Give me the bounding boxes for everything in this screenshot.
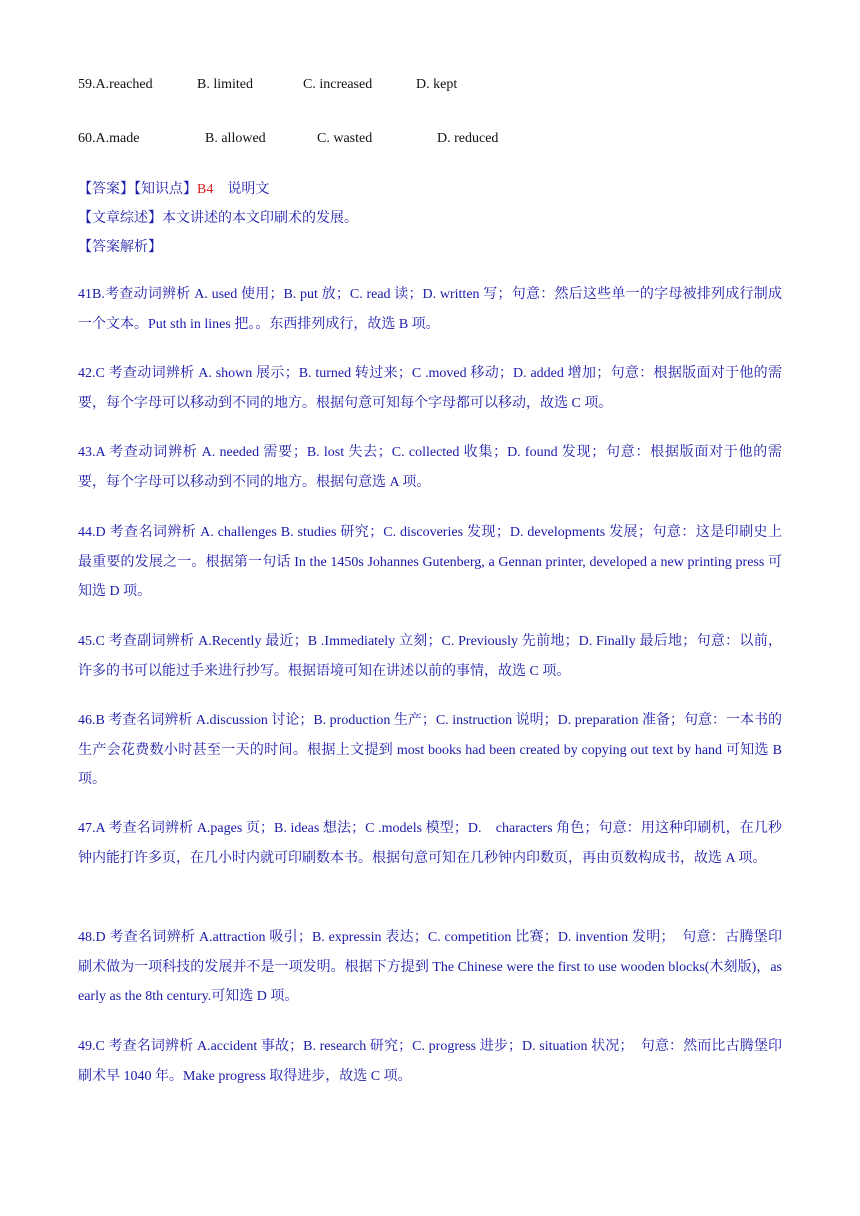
summary-text: 本文讲述的本文印刷术的发展。 [162, 211, 358, 226]
knowledge-point-tag: 【知识点】 [134, 182, 197, 197]
answer-tag: 【答案】 [78, 182, 134, 197]
explanation-41: 41B.考查动词辨析 A. used 使用；B. put 放；C. read 读；D. written 写；句意：然后这些单一的字母被排列成行制成一个文本。Put sth in lines 把。。东西排列成行，故选 B 项。 [78, 287, 782, 332]
explanation-44: 44.D 考查名词辨析 A. challenges B. studies 研究；C. discoveries 发现；D. developments 发展；句意：这是印刷史上最重要的发展之一。根据第一句话 In the 1450s Johannes Gutenberg, a Gennan printer, developed a new printing press 可知选 D 项。 [78, 525, 782, 599]
option-b: B. allowed [205, 131, 266, 146]
explanation-43: 43.A 考查动词辨析 A. needed 需要；B. lost 失去；C. collected 收集；D. found 发现；句意：根据版面对于他的需要，每个字母可以移动到不同的地方。根据句意选 A 项。 [78, 445, 782, 490]
explanation-47: 47.A 考查名词辨析 A.pages 页；B. ideas 想法；C .models 模型；D. characters 角色；句意：用这种印刷机，在几秒钟内能打许多页，在几小时内就可印刷数本书。根据句意可知在几秒钟内印数页，再由页数构成书，故选 A 项。 [78, 821, 782, 866]
knowledge-point-code: B4 [197, 182, 214, 197]
option-a: 60.A.made [78, 131, 140, 146]
explanation-49: 49.C 考查名词辨析 A.accident 事故；B. research 研究；C. progress 进步；D. situation 状况； 句意：然而比古腾堡印刷术早 1040 年。Make progress 取得进步，故选 C 项。 [78, 1039, 782, 1084]
option-c: C. increased [303, 77, 373, 92]
explanation-45: 45.C 考查副词辨析 A.Recently 最近；B .Immediately 立刻；C. Previously 先前地；D. Finally 最后地；句意：以前，许多的书可以能过手来进行抄写。根据语境可知在讲述以前的事情，故选 C 项。 [78, 634, 782, 679]
option-b: B. limited [197, 77, 253, 92]
option-d: D. reduced [437, 131, 499, 146]
summary-tag: 【文章综述】 [78, 211, 162, 226]
answer-line [78, 178, 269, 198]
explanation-46: 46.B 考查名词辨析 A.discussion 讨论；B. production 生产；C. instruction 说明；D. preparation 准备；句意：一本书的生产会花费数小时甚至一天的时间。根据上文提到 most books had been created by copying out text by hand 可知选 B 项。 [78, 713, 782, 787]
explanation-42: 42.C 考查动词辨析 A. shown 展示；B. turned 转过来；C .moved 移动；D. added 增加；句意：根据版面对于他的需要，每个字母可以移动到不同的地方。根据句意可知每个字母都可以移动，故选 C 项。 [78, 366, 782, 411]
summary-line [78, 207, 358, 227]
option-c: C. wasted [317, 131, 373, 146]
analysis-heading: 【答案解析】 [78, 240, 162, 255]
knowledge-point-text: 说明文 [227, 182, 270, 197]
explanation-48: 48.D 考查名词辨析 A.attraction 吸引；B. expressin 表达；C. competition 比赛；D. invention 发明； 句意：古腾堡印刷术做为一项科技的发展并不是一项发明。根据下方提到 The Chinese were the first to use wooden blocks(木刻版)，as early as the 8th century.可知选 D 项。 [78, 930, 782, 1004]
option-d: D. kept [416, 77, 458, 92]
option-a: 59.A.reached [78, 77, 153, 92]
